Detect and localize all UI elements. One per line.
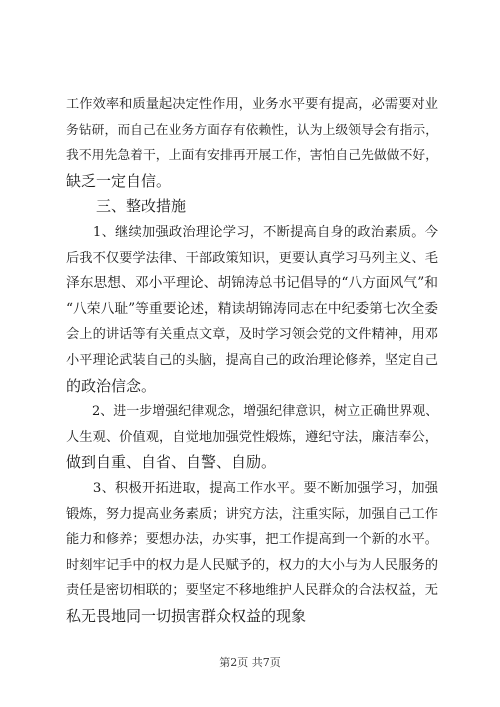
text-line: 2、进一步增强纪律观念，增强纪律意识，树立正确世界观、 <box>66 404 439 420</box>
text-line: “八荣八耻”等重要论述，精读胡锦涛同志在中纪委第七次全委 <box>66 300 438 317</box>
text-line: 缺乏一定自信。 <box>66 171 172 190</box>
text-line: 3、积极开拓进取，提高工作水平。要不断加强学习，加强 <box>66 480 438 496</box>
section-heading: 三、整改措施 <box>66 197 187 216</box>
text-line: 能力和修养；要想办法，办实事，把工作提高到一个新的水平。 <box>66 532 438 548</box>
text-line: 责任是密切相联的；要坚定不移地维护人民群众的合法权益，无 <box>66 583 438 599</box>
page-number-footer: 第2页 共7页 <box>219 656 281 669</box>
text-line: 私无畏地同一切损害群众权益的现象 <box>66 606 307 625</box>
text-line: 人生观、价值观，自觉地加强党性煅炼，遵纪守法，廉洁奉公， <box>66 429 438 445</box>
text-line: 时刻牢记手中的权力是人民赋予的，权力的大小与为人民服务的 <box>66 557 438 573</box>
text-line: 会上的讲话等有关重点文章，及时学习领会党的文件精神，用邓 <box>66 327 438 343</box>
text-line: 1、继续加强政治理论学习，不断提高自身的政治素质。今 <box>66 224 438 240</box>
text-line: 锻炼，努力提高业务素质；讲究方法，注重实际，加强自己工作 <box>66 506 438 522</box>
text-line: 我不用先急着干，上面有安排再开展工作，害怕自己先做做不好， <box>66 148 438 164</box>
text-line: 做到自重、自省、自警、自励。 <box>66 453 277 472</box>
text-line: 后我不仅要学法律、干部政策知识，更要认真学习马列主义、毛 <box>66 250 438 266</box>
body-text <box>66 92 438 629</box>
text-line: 务钻研，而自己在业务方面存有依赖性，认为上级领导会有指示， <box>66 122 438 138</box>
text-line: 的政治信念。 <box>66 376 157 395</box>
text-line: 工作效率和质量起决定性作用，业务水平要有提高，必需要对业 <box>66 97 438 112</box>
text-line: 小平理论武装自己的头脑，提高自己的政治理论修养，坚定自己 <box>66 352 438 368</box>
text-line: 泽东思想、邓小平理论、胡锦涛总书记倡导的“八方面风气”和 <box>66 275 438 292</box>
